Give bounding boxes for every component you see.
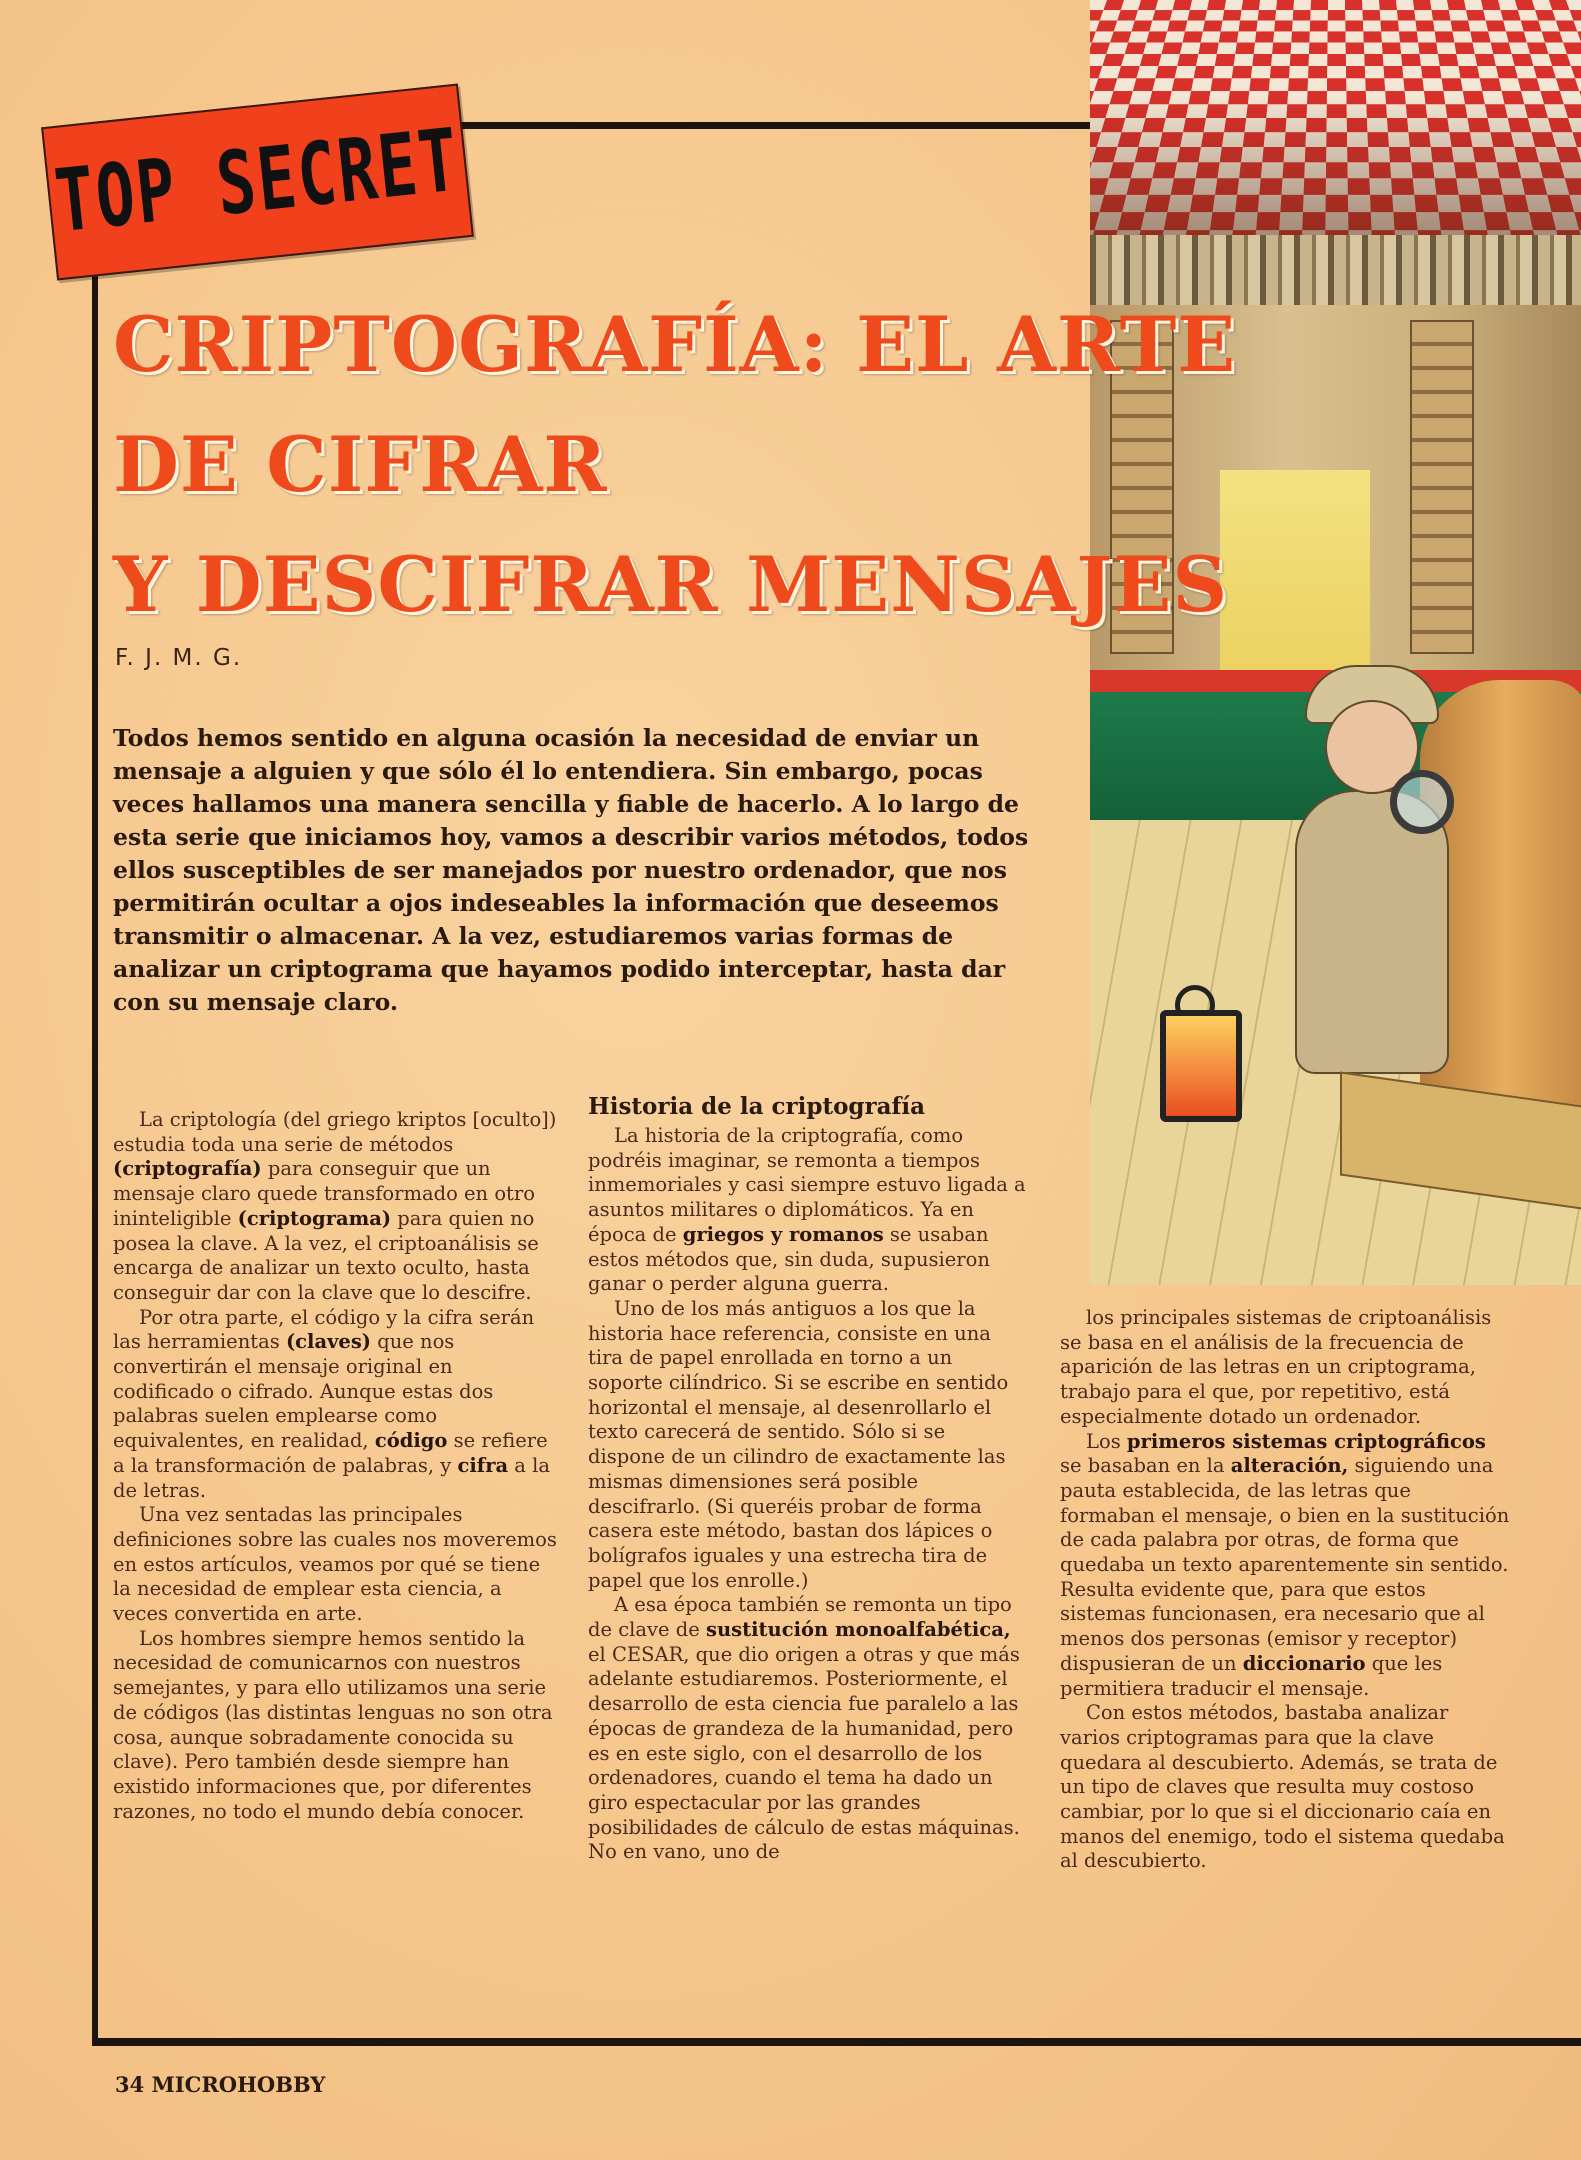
paragraph	[588, 1297, 1028, 1593]
text-run: se refiere a la transformación de palabras, y	[113, 1429, 548, 1477]
bold-term: (criptografía)	[113, 1157, 262, 1181]
text-run: Por otra parte, el código y la cifra serán las herramientas	[113, 1305, 535, 1354]
body-column-3	[1060, 1306, 1510, 1874]
text-run: Una vez sentadas las principales definiciones sobre las cuales nos moveremos en estos artículos, veamos por qué se tiene la necesidad de emplear esta ciencia, a veces convertida en arte.	[113, 1503, 557, 1626]
text-run: para conseguir que un mensaje claro quede transformado en otro ininteligible	[113, 1157, 535, 1230]
paragraph	[588, 1124, 1028, 1297]
text-run: se basaban en la	[1060, 1454, 1231, 1478]
text-run: La criptología (del griego kriptos [oculto]) estudia toda una serie de métodos	[113, 1108, 557, 1156]
text-run: se usaban estos métodos que, sin duda, supusieron ganar o perder alguna guerra.	[588, 1222, 990, 1296]
frame-rule-bottom	[92, 2038, 1581, 2046]
bold-term: sustitución monoalfabética,	[705, 1618, 1011, 1642]
paragraph	[1060, 1306, 1510, 1430]
text-run: Con estos métodos, bastaba analizar varios criptogramas para que la clave quedara al descubierto. Además, se trata de un tipo de claves que resulta muy costoso cambiar, por lo que si el diccionario caía en manos del enemigo, todo el sistema quedaba al descubierto.	[1060, 1701, 1505, 1873]
intro-lead: Todos hemos sentido en alguna ocasión la necesidad de enviar un mensaje a alguien y que sólo él lo entendiera. Sin embargo, pocas veces hallamos una manera sencilla y fiable de hacerlo. A lo largo de esta serie que iniciamos hoy, vamos a describir varios métodos, todos ellos susceptibles de ser manejados por nuestro ordenador, que nos permitirán ocultar a ojos indeseables la información que deseemos transmitir o almacenar. A la vez, estudiaremos varias formas de analizar un criptograma que hayamos podido interceptar, hasta dar con su mensaje claro.	[113, 724, 1029, 1016]
bold-term: primeros sistemas criptográficos	[1126, 1429, 1486, 1453]
paragraph	[588, 1593, 1028, 1865]
text-run: que les permitiera traducir el mensaje.	[1060, 1651, 1443, 1700]
title-line: Y DESCIFRAR MENSAJES	[113, 540, 1229, 629]
paragraph	[1060, 1430, 1510, 1702]
paragraph	[113, 1503, 558, 1627]
text-run: Uno de los más antiguos a los que la historia hace referencia, consiste en una tira de papel enrollada en torno a un soporte cilíndrico. Si se escribe en sentido horizontal el mensaje, al desenrollarlo el texto carecerá de sentido. Sólo si se dispone de un cilindro de exactamente las mismas dimensiones será posible descifrarlo. (Si queréis probar de forma casera este método, bastan dos lápices o bolígrafos iguales y una estrecha tira de papel que los enrolle.)	[588, 1296, 1009, 1592]
ceiling-shade	[1090, 0, 1581, 240]
article-title	[113, 285, 1236, 645]
text-run: Los hombres siempre hemos sentido la necesidad de comunicarnos con nuestros semejantes, y para ello utilizamos una serie de códigos (las distintas lenguas no son otra cosa, aunque sobradamente conocida su clave). Pero también desde siempre han existido informaciones que, por diferentes razones, no todo el mundo debía conocer.	[113, 1626, 553, 1823]
bold-term: griegos y romanos	[682, 1222, 884, 1246]
text-run: siguiendo una pauta establecida, de las letras que formaban el mensaje, o bien en la sustitución de cada palabra por otras, de forma que quedaba un texto aparentemente sin sentido. Resulta evidente que, para que estos sistemas funcionasen, era necesario que al menos dos personas (emisor y receptor) dispusieran de un	[1060, 1454, 1510, 1675]
text-run: a la de letras.	[113, 1453, 550, 1502]
text-run: el CESAR, que dio origen a otras y que más adelante estudiaremos. Posteriormente, el desarrollo de esta ciencia fue paralelo a las épocas de grandeza de la humanidad, pero es en este siglo, con el desarrollo de los ordenadores, cuando el tema ha dado un giro espectacular por las grandes posibilidades de cálculo de estas máquinas. No en vano, uno de	[588, 1642, 1020, 1864]
magnifying-glass-icon	[1390, 770, 1454, 834]
text-run: los principales sistemas de criptoanálisis se basa en el análisis de la frecuencia de aparición de las letras en un criptograma, trabajo para el que, por repetitivo, está especialmente dotado un ordenador.	[1060, 1306, 1492, 1428]
bold-term: código	[374, 1429, 448, 1453]
page-footer: 34 MICROHOBBY	[115, 2072, 326, 2097]
bold-term: (criptograma)	[237, 1206, 392, 1230]
text-run: A esa época también se remonta un tipo de clave de	[588, 1593, 1012, 1642]
paragraph	[113, 1627, 558, 1825]
bold-term: alteración,	[1230, 1454, 1349, 1478]
body-column-2	[588, 1092, 1028, 1865]
stamp-label: TOP SECRET	[50, 111, 465, 253]
hieroglyph-column	[1410, 320, 1474, 654]
text-run: para quien no posea la clave. A la vez, el criptoanálisis se encarga de analizar un texto oculto, hasta conseguir dar con la clave que lo descifre.	[113, 1206, 539, 1304]
section-heading: Historia de la criptografía	[588, 1093, 926, 1120]
paragraph	[113, 1108, 558, 1306]
bold-term: diccionario	[1242, 1651, 1366, 1675]
title-line: CRIPTOGRAFÍA: EL ARTE	[113, 300, 1237, 389]
body-column-1	[113, 1108, 558, 1824]
paragraph	[1060, 1701, 1510, 1874]
bold-term: cifra	[457, 1453, 509, 1477]
text-run: que nos convertirán el mensaje original en codificado o cifrado. Aunque estas dos palabras suelen emplearse como equivalentes, en realidad,	[113, 1330, 494, 1453]
lantern-icon	[1160, 1010, 1242, 1122]
title-line: DE CIFRAR	[113, 420, 608, 509]
text-run: La historia de la criptografía, como podréis imaginar, se remonta a tiempos inmemoriales y casi siempre estuvo ligada a asuntos militares o diplomáticos. Ya en época de	[588, 1124, 1026, 1246]
top-secret-stamp	[41, 84, 474, 281]
text-run: Los	[1086, 1429, 1127, 1453]
paragraph	[113, 1306, 558, 1504]
author-byline: F. J. M. G.	[115, 645, 243, 671]
bold-term: (claves)	[285, 1330, 372, 1354]
frame-rule-left	[92, 122, 98, 2044]
